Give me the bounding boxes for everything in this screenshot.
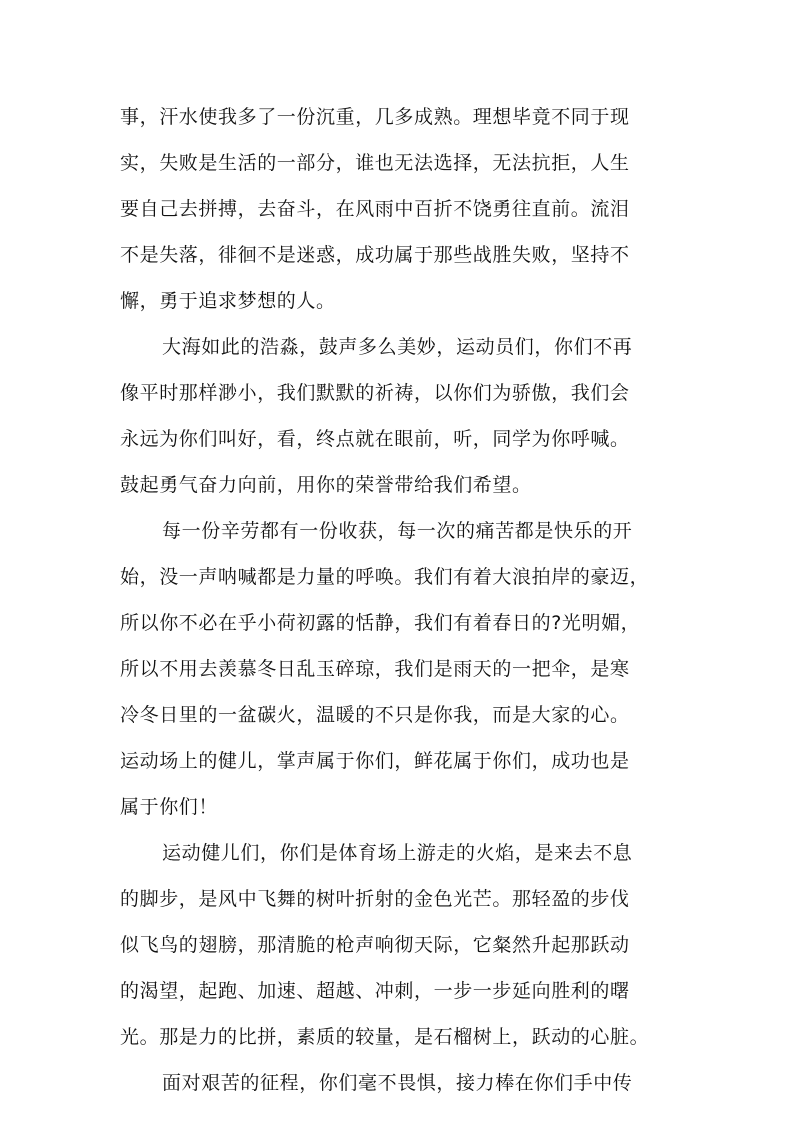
text-line: 永远为你们叫好，看，终点就在眼前，听，同学为你呼喊。	[120, 428, 630, 450]
text-line: 的脚步，是风中飞舞的树叶折射的金色光芒。那轻盈的步伐	[120, 888, 630, 910]
text-line: 实，失败是生活的一部分，谁也无法选择，无法抗拒，人生	[120, 152, 630, 174]
text-line: 光。那是力的比拼，素质的较量，是石榴树上，跃动的心脏。	[120, 1026, 650, 1048]
text-line: 不是失落，徘徊不是迷惑，成功属于那些战胜失败，坚持不	[120, 244, 630, 266]
text-line: 所以你不必在乎小荷初露的恬静，我们有着春日的?光明媚，	[120, 612, 641, 634]
text-line: 似飞鸟的翅膀，那清脆的枪声响彻天际，它粲然升起那跃动	[120, 934, 630, 956]
text-line: 像平时那样渺小，我们默默的祈祷，以你们为骄傲，我们会	[120, 382, 630, 404]
paragraph-first-line: 每一份辛劳都有一份收获，每一次的痛苦都是快乐的开	[162, 520, 633, 542]
text-line: 所以不用去羡慕冬日乱玉碎琼，我们是雨天的一把伞，是寒	[120, 658, 630, 680]
text-line: 要自己去拼搏，去奋斗，在风雨中百折不饶勇往直前。流泪	[120, 198, 630, 220]
text-line: 懈，勇于追求梦想的人。	[120, 290, 336, 312]
paragraph-first-line: 大海如此的浩淼，鼓声多么美妙，运动员们，你们不再	[162, 336, 633, 358]
text-line: 运动场上的健儿，掌声属于你们，鲜花属于你们，成功也是	[120, 750, 630, 772]
paragraph-first-line: 面对艰苦的征程，你们毫不畏惧，接力棒在你们手中传	[162, 1072, 633, 1094]
text-line: 事，汗水使我多了一份沉重，几多成熟。理想毕竟不同于现	[120, 106, 630, 128]
text-line: 属于你们！	[120, 796, 219, 818]
text-line: 的渴望，起跑、加速、超越、冲刺，一步一步延向胜利的曙	[120, 980, 630, 1002]
text-line: 冷冬日里的一盆碳火，温暖的不只是你我，而是大家的心。	[120, 704, 630, 726]
text-line: 鼓起勇气奋力向前，用你的荣誉带给我们希望。	[120, 474, 532, 496]
text-line: 始，没一声呐喊都是力量的呼唤。我们有着大浪拍岸的豪迈，	[120, 566, 650, 588]
paragraph-first-line: 运动健儿们，你们是体育场上游走的火焰，是来去不息	[162, 842, 633, 864]
